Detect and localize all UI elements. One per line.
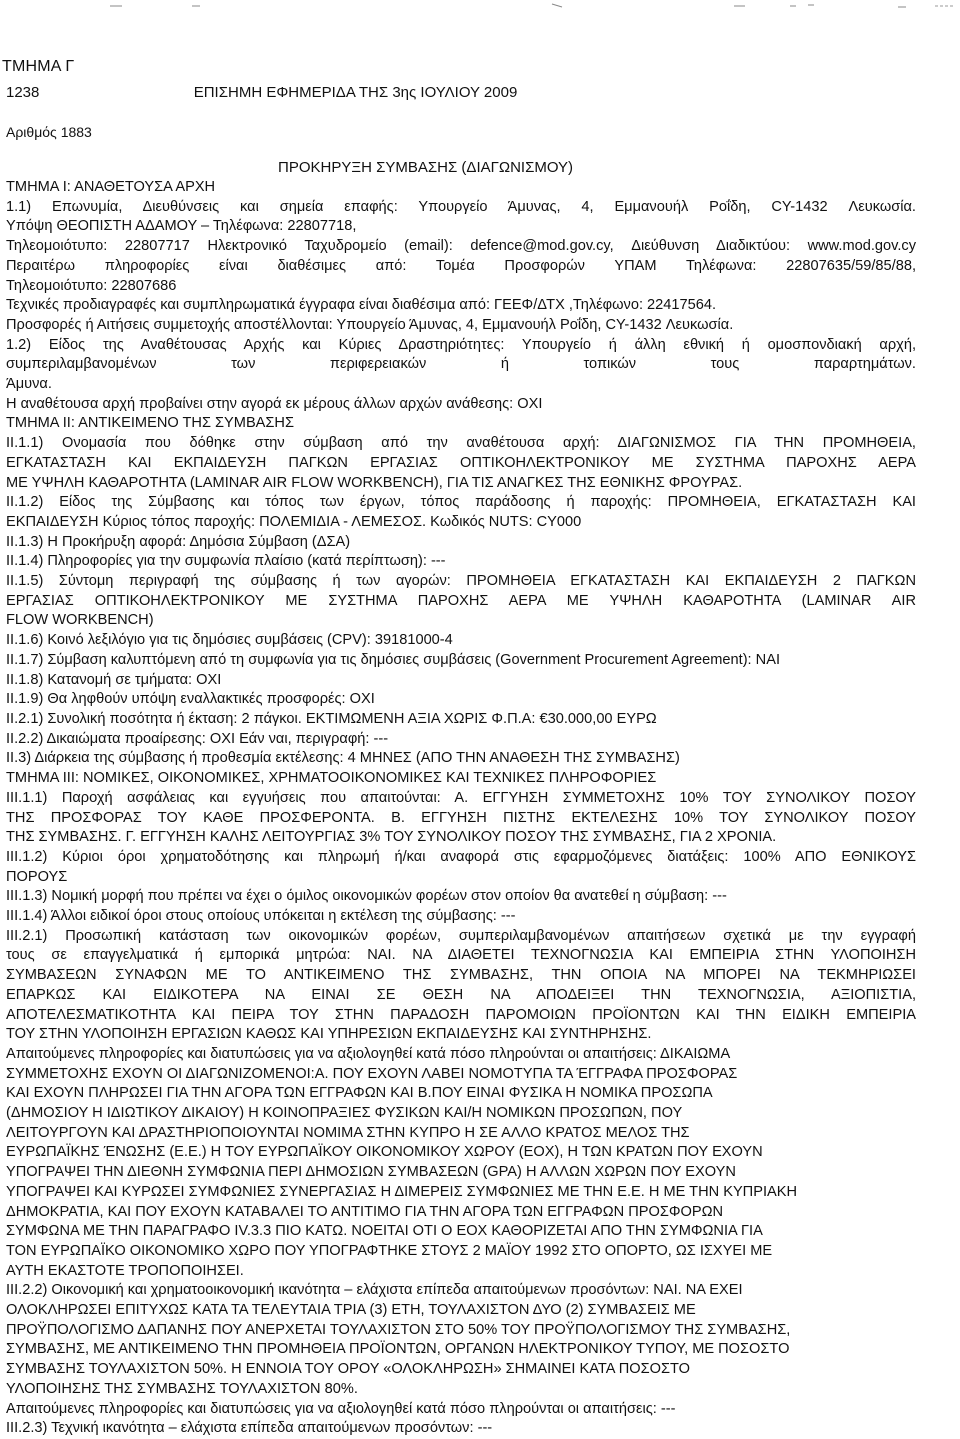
text-line: ΠΟΡΟΥΣ [6,868,68,885]
text-line: 1.2) Είδος της Αναθέτουσας Αρχής και Κύριες Δραστηριότητες: Υπουργείο ή άλλη εθνική ή ομοσπονδιακή αρχή, [6,336,916,353]
text-line: ΑΠΟΤΕΛΕΣΜΑΤΙΚΟΤΗΤΑ ΚΑΙ ΠΕΙΡΑ ΤΟΥ ΣΤΗΝ ΠΑΡΑΔΟΣΗ ΠΑΡΟΜΟΙΩΝ ΠΡΟΪΟΝΤΩΝ ΚΑΙ ΤΗΝ ΕΙΔΙΚΗ ΕΜΠΕΙΡΙΑ [6,1006,916,1023]
text-line: Υπόψη ΘΕΟΠΙΣΤΗ ΑΔΑΜΟΥ – Τηλέφωνα: 22807718, [6,218,357,235]
text-line: συμπεριλαμβανομένων των περιφερειακών ή τοπικών τους παραρτημάτων. [6,356,916,373]
text-line: τους σε επαγγελματικά ή εμπορικά μητρώα: ΝΑΙ. ΝΑ ΔΙΑΘΕΤΕΙ ΤΕΧΝΟΓΝΩΣΙΑ ΚΑΙ ΕΜΠΕΙΡΙΑ ΣΤΗΝ ΥΛΟΠΟΙΗΣΗ [6,947,916,964]
text-line: ΙΙ.1.6) Κοινό λεξιλόγιο για τις δημόσιες συμβάσεις (CPV): 39181000-4 [6,632,453,649]
text-line: ΔΗΜΟΚΡΑΤΙΑ, ΚΑΙ ΠΟΥ ΕΧΟΥΝ ΚΑΤΑΒΑΛΕΙ ΤΟ ΑΝΤΙΤΙΜΟ ΓΙΑ ΤΗΝ ΑΓΟΡΑ ΤΩΝ ΕΓΓΡΑΦΩΝ ΠΡΟΣΦΟΡΩΝ [6,1203,724,1220]
text-line: ΕΥΡΩΠΑΪΚΗΣ ΈΝΩΣΗΣ (Ε.Ε.) Η ΤΟΥ ΕΥΡΩΠΑΪΚΟΥ ΟΙΚΟΝΟΜΙΚΟΥ ΧΩΡΟΥ (ΕΟΧ), Η ΤΩΝ ΚΡΑΤΩΝ ΠΟΥ ΕΧΟΥΝ [6,1144,763,1161]
text-line: Τεχνικές προδιαγραφές και συμπληρωματικά έγγραφα είναι διαθέσιμα από: ΓΕΕΦ/ΔΤΧ ,Τηλέφωνο: 22417564. [6,297,717,314]
text-line: ΕΠΑΡΚΩΣ ΚΑΙ ΕΙΔΙΚΟΤΕΡΑ ΝΑ ΕΙΝΑΙ ΣΕ ΘΕΣΗ ΝΑ ΑΠΟΔΕΙΞΕΙ ΤΗΝ ΤΕΧΝΟΓΝΩΣΙΑ, ΑΞΙΟΠΙΣΤΙΑ, [6,986,916,1003]
text-line: Τηλεομοιότυπο: 22807686 [6,277,177,294]
text-line: ΣΥΜΒΑΣΗΣ ΤΟΥΛΑΧΙΣΤΟΝ 50%. Η ΕΝΝΟΙΑ ΤΟΥ ΟΡΟΥ «ΟΛΟΚΛΗΡΩΣΗ» ΣΗΜΑΙΝΕΙ ΚΑΤΑ ΠΟΣΟΣΤΟ [6,1361,690,1378]
text-line: ΟΛΟΚΛΗΡΩΣΕΙ ΕΠΙΤΥΧΩΣ ΚΑΤΑ ΤΑ ΤΕΛΕΥΤΑΙΑ ΤΡΙΑ (3) ΕΤΗ, ΤΟΥΛΑΧΙΣΤΟΝ ΔΥΟ (2) ΣΥΜΒΑΣΕΙΣ ΜΕ [6,1302,696,1319]
text-line: Άμυνα. [6,376,52,393]
text-line: Η αναθέτουσα αρχή προβαίνει στην αγορά εκ μέρους άλλων αρχών ανάθεσης: ΟΧΙ [6,395,543,412]
notice-body [6,178,916,1439]
text-line: ΙΙ.1.7) Σύμβαση καλυπτόμενη από τη συμφωνία για τις δημόσιες συμβάσεις (Government Procurement Agreement): ΝΑΙ [6,651,780,668]
text-line: ΕΓΚΑΤΑΣΤΑΣΗ ΚΑΙ ΕΚΠΑΙΔΕΥΣΗ ΠΑΓΚΩΝ ΕΡΓΑΣΙΑΣ ΟΠΤΙΚΟΗΛΕΚΤΡΟΝΙΚΟΥ ΜΕ ΣΥΣΤΗΜΑ ΠΑΡΟΧΗΣ ΑΕΡΑ [6,454,916,471]
text-line: ΣΥΜΜΕΤΟΧΗΣ ΕΧΟΥΝ ΟΙ ΔΙΑΓΩΝΙΖΟΜΕΝΟΙ:Α. ΠΟΥ ΕΧΟΥΝ ΛΑΒΕΙ ΝΟΜΟΤΥΠΑ ΤΑ ΈΓΓΡΑΦΑ ΠΡΟΣΦΟΡΑΣ [6,1065,738,1082]
gazette-header [6,84,517,101]
text-line: (ΔΗΜΟΣΙΟΥ Η ΙΔΙΩΤΙΚΟΥ ΔΙΚΑΙΟΥ) Η ΚΟΙΝΟΠΡΑΞΙΕΣ ΦΥΣΙΚΩΝ ΚΑΙ/Η ΝΟΜΙΚΩΝ ΠΡΟΣΩΠΩΝ, ΠΟΥ [6,1105,683,1122]
gazette-title: ΕΠΙΣΗΜΗ ΕΦΗΜΕΡΙΔΑ ΤΗΣ 3ης ΙΟΥΛΙΟΥ 2009 [193,84,518,101]
text-line: ΙΙ.1.8) Κατανομή σε τμήματα: ΟΧΙ [6,671,222,688]
text-line: Προσφορές ή Αιτήσεις συμμετοχής αποστέλλονται: Υπουργείο Άμυνας, 4, Εμμανουήλ Ροΐδη, CY-1432 Λευκωσία. [6,316,734,333]
text-line: ΤΗΣ ΠΡΟΣΦΟΡΑΣ ΤΟΥ ΚΑΘΕ ΠΡΟΣΦΕΡΟΝΤΑ. Β. ΕΓΓΥΗΣΗ ΠΙΣΤΗΣ ΕΚΤΕΛΕΣΗΣ 10% ΤΟΥ ΣΥΝΟΛΙΚΟΥ ΠΟΣΟΥ [6,809,916,826]
text-line: ΙΙ.2.1) Συνολική ποσότητα ή έκταση: 2 πάγκοι. ΕΚΤΙΜΩΜΕΝΗ ΑΞΙΑ ΧΩΡΙΣ Φ.Π.Α: €30.000,00 ΕΥΡΩ [6,710,657,727]
text-line: ΙΙ.1.5) Σύντομη περιγραφή της σύμβασης ή των αγορών: ΠΡΟΜΗΘΕΙΑ ΕΓΚΑΤΑΣΤΑΣΗ ΚΑΙ ΕΚΠΑΙΔΕΥΣΗ 2 ΠΑΓΚΩΝ [6,573,916,590]
text-line: ΙΙ.2.2) Δικαιώματα προαίρεσης: ΟΧΙ Εάν ναι, περιγραφή: --- [6,730,389,747]
text-line: ΑΥΤΗ ΕΚΑΣΤΟΤΕ ΤΡΟΠΟΠΟΙΗΣΕΙ. [6,1262,244,1279]
text-line: ΙΙ.1.4) Πληροφορίες για την συμφωνία πλαίσιο (κατά περίπτωση): --- [6,553,446,570]
text-line: ΙΙ.3) Διάρκεια της σύμβασης ή προθεσμία εκτέλεσης: 4 ΜΗΝΕΣ (ΑΠΟ ΤΗΝ ΑΝΑΘΕΣΗ ΤΗΣ ΣΥΜΒΑΣΗΣ) [6,750,680,767]
text-line: ΙΙΙ.2.3) Τεχνική ικανότητα – ελάχιστα επίπεδα απαιτούμενων προσόντων: --- [6,1420,493,1437]
text-line: ΙΙ.1.9) Θα ληφθούν υπόψη εναλλακτικές προσφορές: ΟΧΙ [6,691,375,708]
text-line: ΕΡΓΑΣΙΑΣ ΟΠΤΙΚΟΗΛΕΚΤΡΟΝΙΚΟΥ ΜΕ ΣΥΣΤΗΜΑ ΠΑΡΟΧΗΣ ΑΕΡΑ ΜΕ ΥΨΗΛΗ ΚΑΘΑΡΟΤΗΤΑ (LAMINAR AIR [6,592,916,609]
notice-title: ΠΡΟΚΗΡΥΞΗ ΣΥΜΒΑΣΗΣ (ΔΙΑΓΩΝΙΣΜΟΥ) [278,159,574,176]
text-line: ΣΥΜΦΩΝΑ ΜΕ ΤΗΝ ΠΑΡΑΓΡΑΦΟ IV.3.3 ΠΙΟ ΚΑΤΩ. ΝΟΕΙΤΑΙ ΟΤΙ Ο ΕΟΧ ΚΑΘΟΡΙΖΕΤΑΙ ΑΠΟ ΤΗΝ ΣΥΜΦΩΝΙΑ ΓΙΑ [6,1223,763,1240]
text-line: ΛΕΙΤΟΥΡΓΟΥΝ ΚΑΙ ΔΡΑΣΤΗΡΙΟΠΟΙΟΥΝΤΑΙ ΝΟΜΙΜΑ ΣΤΗΝ ΚΥΠΡΟ Η ΣΕ ΑΛΛΟ ΚΡΑΤΟΣ ΜΕΛΟΣ ΤΗΣ [6,1124,690,1141]
scan-edge-marks [0,0,960,14]
text-line: ΙΙΙ.2.2) Οικονομική και χρηματοοικονομική ικανότητα – ελάχιστα επίπεδα απαιτούμενων προσόντων: ΝΑΙ. ΝΑ ΕΧΕΙ [6,1282,743,1299]
text-line: Απαιτούμενες πληροφορίες και διατυπώσεις για να αξιολογηθεί κατά πόσο πληρούνται οι απαιτήσεις: ΔΙΚΑΙΩΜΑ [6,1045,731,1062]
text-line: ΤΟΝ ΕΥΡΩΠΑΪΚΟ ΟΙΚΟΝΟΜΙΚΟ ΧΩΡΟ ΠΟΥ ΥΠΟΓΡΑΦΤΗΚΕ ΣΤΟΥΣ 2 ΜΑΪΟΥ 1992 ΣΤΟ ΟΠΟΡΤΟ, ΩΣ ΙΣΧΥΕΙ ΜΕ [6,1242,773,1259]
text-line: ΙΙΙ.2.1) Προσωπική κατάσταση των οικονομικών φορέων, συμπεριλαμβανομένων απαιτήσεων σχετικά με την εγγραφή [6,927,916,944]
text-line: ΙΙΙ.1.1) Παροχή ασφάλειας και εγγυήσεις που απαιτούνται: Α. ΕΓΓΥΗΣΗ ΣΥΜΜΕΤΟΧΗΣ 10% ΤΟΥ ΣΥΝΟΛΙΚΟΥ ΠΟΣΟΥ [6,789,916,806]
text-line: ΤΜΗΜΑ ΙΙ: ΑΝΤΙΚΕΙΜΕΝΟ ΤΗΣ ΣΥΜΒΑΣΗΣ [6,415,294,432]
text-line: ΙΙΙ.1.3) Νομική μορφή που πρέπει να έχει ο όμιλος οικονομικών φορέων στον οποίον θα ανατεθεί η σύμβαση: --- [6,888,727,905]
text-line: 1.1) Επωνυμία, Διευθύνσεις και σημεία επαφής: Υπουργείο Άμυνας, 4, Εμμανουήλ Ροΐδη, CY-1432 Λευκωσία. [6,198,916,215]
text-line: ΚΑΙ ΕΧΟΥΝ ΠΛΗΡΩΣΕΙ ΓΙΑ ΤΗΝ ΑΓΟΡΑ ΤΩΝ ΕΓΓΡΑΦΩΝ ΚΑΙ Β.ΠΟΥ ΕΙΝΑΙ ΦΥΣΙΚΑ Η ΝΟΜΙΚΑ ΠΡΟΣΩΠΑ [6,1085,713,1102]
text-line: ΙΙ.1.2) Είδος της Σύμβασης και τόπος των έργων, τόπος παράδοσης ή παροχής: ΠΡΟΜΗΘΕΙΑ, ΕΓΚΑΤΑΣΤΑΣΗ ΚΑΙ [6,494,916,511]
text-line: ΜΕ ΥΨΗΛΗ ΚΑΘΑΡΟΤΗΤΑ (LAMINAR AIR FLOW WORKBENCH), ΓΙΑ ΤΙΣ ΑΝΑΓΚΕΣ ΤΗΣ ΕΘΝΙΚΗΣ ΦΡΟΥΡΑΣ. [6,474,743,491]
text-line: ΠΡΟΫΠΟΛΟΓΙΣΜΟ ΔΑΠΑΝΗΣ ΠΟΥ ΑΝΕΡΧΕΤΑΙ ΤΟΥΛΑΧΙΣΤΟΝ ΣΤΟ 50% ΤΟΥ ΠΡΟΫΠΟΛΟΓΙΣΜΟΥ ΤΗΣ ΣΥΜΒΑΣΗΣ, [6,1321,791,1338]
text-line: ΤΜΗΜΑ Ι: ΑΝΑΘΕΤΟΥΣΑ ΑΡΧΗ [6,179,216,195]
text-line: ΙΙΙ.1.4) Άλλοι ειδικοί όροι στους οποίους υπόκειται η εκτέλεση της σύμβασης: --- [6,908,516,925]
section-heading: ΤΜΗΜΑ Γ [2,58,75,75]
text-line: Περαιτέρω πληροφορίες είναι διαθέσιμες από: Τομέα Προσφορών ΥΠΑΜ Τηλέφωνα: 22807635/59/85/88, [6,257,916,274]
text-line: ΤΟΥ ΣΤΗΝ ΥΛΟΠΟΙΗΣΗ ΕΡΓΑΣΙΩΝ ΚΑΘΩΣ ΚΑΙ ΥΠΗΡΕΣΙΩΝ ΕΚΠΑΙΔΕΥΣΗΣ ΚΑΙ ΣΥΝΤΗΡΗΣΗΣ. [6,1026,652,1043]
text-line: ΣΥΜΒΑΣΗΣ, ΜΕ ΑΝΤΙΚΕΙΜΕΝΟ ΤΗΝ ΠΡΟΜΗΘΕΙΑ ΠΡΟΪΟΝΤΩΝ, ΟΡΓΑΝΩΝ ΗΛΕΚΤΡΟΝΙΚΟΥ ΤΥΠΟΥ, ΜΕ ΠΟΣΟΣΤΟ [6,1341,790,1358]
text-line: ΕΚΠΑΙΔΕΥΣΗ Κύριος τόπος παροχής: ΠΟΛΕΜΙΔΙΑ - ΛΕΜΕΣΟΣ. Κωδικός NUTS: CY000 [6,513,582,530]
page-number: 1238 [6,84,40,101]
text-line: ΤΗΣ ΣΥΜΒΑΣΗΣ. Γ. ΕΓΓΥΗΣΗ ΚΑΛΗΣ ΛΕΙΤΟΥΡΓΙΑΣ 3% ΤΟΥ ΣΥΝΟΛΙΚΟΥ ΠΟΣΟΥ ΤΗΣ ΣΥΜΒΑΣΗΣ, ΓΙΑ 2 ΧΡΟΝΙΑ. [6,829,777,846]
text-line: ΥΠΟΓΡΑΨΕΙ ΤΗΝ ΔΙΕΘΝΗ ΣΥΜΦΩΝΙΑ ΠΕΡΙ ΔΗΜΟΣΙΩΝ ΣΥΜΒΑΣΕΩΝ (GPA) Η ΑΛΛΩΝ ΧΩΡΩΝ ΠΟΥ ΕΧΟΥΝ [6,1164,736,1181]
text-line: Απαιτούμενες πληροφορίες και διατυπώσεις για να αξιολογηθεί κατά πόσο πληρούνται οι απαιτήσεις: --- [6,1400,676,1417]
text-line: ΙΙ.1.3) Η Προκήρυξη αφορά: Δημόσια Σύμβαση (ΔΣΑ) [6,533,351,550]
text-line: ΣΥΜΒΑΣΕΩΝ ΣΥΝΑΦΩΝ ΜΕ ΤΟ ΑΝΤΙΚΕΙΜΕΝΟ ΤΗΣ ΣΥΜΒΑΣΗΣ, ΤΗΝ ΟΠΟΙΑ ΝΑ ΜΠΟΡΕΙ ΝΑ ΤΕΚΜΗΡΙΩΣΕΙ [6,967,916,984]
text-line: ΙΙΙ.1.2) Κύριοι όροι χρηματοδότησης και πληρωμή ή/και αναφορά στις εφαρμοζόμενες διατάξεις: 100% ΑΠΟ ΕΘΝΙΚΟΥΣ [6,848,916,865]
text-line: FLOW WORKBENCH) [6,612,154,629]
text-line: Τηλεομοιότυπο: 22807717 Ηλεκτρονικό Ταχυδρομείο (email): defence@mod.gov.cy, Διεύθυνση Διαδικτύου: www.mod.gov.cy [6,238,916,255]
text-line: ΙΙ.1.1) Ονομασία που δόθηκε στην σύμβαση από την αναθέτουσα αρχή: ΔΙΑΓΩΝΙΣΜΟΣ ΓΙΑ ΤΗΝ ΠΡΟΜΗΘΕΙΑ, [6,435,916,452]
text-line: ΥΛΟΠΟΙΗΣΗΣ ΤΗΣ ΣΥΜΒΑΣΗΣ ΤΟΥΛΑΧΙΣΤΟΝ 80%. [6,1380,358,1397]
issue-number: Αριθμός 1883 [6,124,92,140]
text-line: ΤΜΗΜΑ ΙΙΙ: ΝΟΜΙΚΕΣ, ΟΙΚΟΝΟΜΙΚΕΣ, ΧΡΗΜΑΤΟΟΙΚΟΝΟΜΙΚΕΣ ΚΑΙ ΤΕΧΝΙΚΕΣ ΠΛΗΡΟΦΟΡΙΕΣ [6,770,657,787]
text-line: ΥΠΟΓΡΑΨΕΙ ΚΑΙ ΚΥΡΩΣΕΙ ΣΥΜΦΩΝΙΕΣ ΣΥΝΕΡΓΑΣΙΑΣ Η ΔΙΜΕΡΕΙΣ ΣΥΜΦΩΝΙΕΣ ΜΕ ΤΗΝ Ε.Ε. Η ΜΕ ΤΗΝ ΚΥΠΡΙΑΚΗ [6,1183,798,1200]
